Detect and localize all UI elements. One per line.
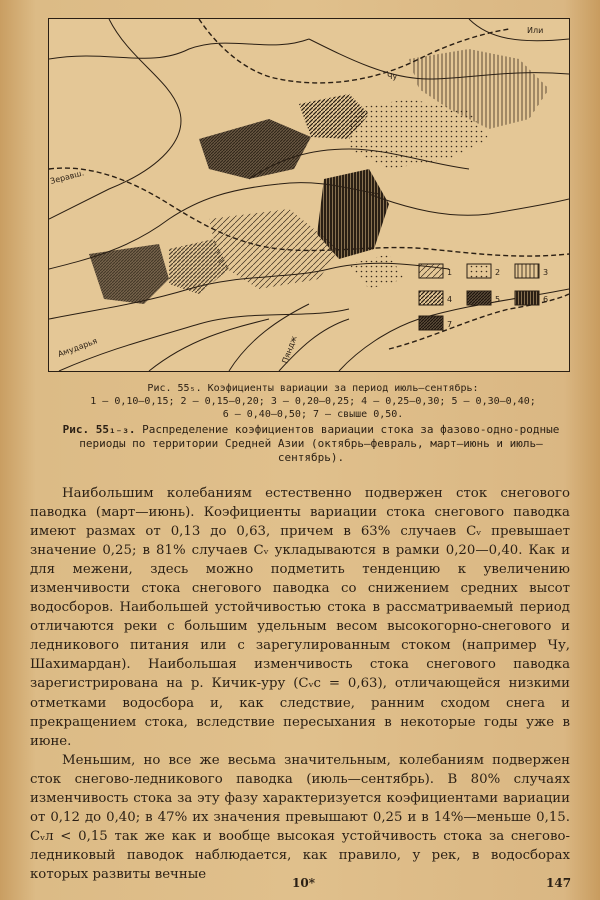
legend-label-7: 7 (447, 320, 453, 329)
signature-mark: 10* (292, 876, 315, 890)
map-svg (49, 19, 569, 371)
legend-swatch-1 (419, 264, 443, 278)
legend-swatch-6 (515, 291, 539, 305)
figure-caption-55-1-3 (56, 423, 566, 465)
paragraph: Наибольшим колебаниям естественно подвержен сток снегового паводка (март—июнь). Коэфициенты вариации стока снегового паводка имеют размах от 0,13 до 0,63, причем в 63% случаев Cᵥ превышает значение 0,25; в 81% случаев Cᵥ укладываются в рамки 0,20—0,40. Как и для межени, здесь можно подметить тенденцию к увеличению изменчивости стока снегового паводка со снижением средних высот водосборов. Наибольшей устойчивостью стока в рассматриваемый период отличаются реки с большим удельным весом высокогорно-снегового и ледникового питания или с зарегулированным стоком (например Чу, Шахимардан). Наибольшая изменчивость стока снегового паводка зарегистрирована на р. Кичик-уру (Cᵥс = 0,63), отличающейся низкими отметками водосбора и, как следствие, ранним сходом снега и прекращением стока, вследствие пересыхания в некоторые годы уже в июне. (30, 486, 570, 749)
caption-line: 6 — 0,40—0,50; 7 — свыше 0,50. (222, 409, 404, 420)
legend-label-1: 1 (447, 268, 453, 277)
body-text (30, 484, 570, 884)
legend-swatch-2 (467, 264, 491, 278)
figure-map (48, 18, 570, 372)
caption-text: Распределение коэфициентов вариации стока за фазово-одно-родные периоды по территории Средней Азии (октябрь—февраль, март—июнь и июль—сентябрь). (79, 423, 560, 464)
caption-line: Рис. 55₅. Коэфициенты вариации за период июль—сентябрь: (147, 383, 479, 394)
map-label-zeravshan: Зеравш. (49, 168, 85, 186)
legend-label-4: 4 (447, 295, 453, 304)
caption-line: 1 — 0,10—0,15; 2 — 0,15—0,20; 3 — 0,20—0,25; 4 — 0,25—0,30; 5 — 0,30—0,40; (90, 396, 536, 407)
map-label-chu: Чу (387, 72, 398, 81)
caption-label: Рис. 55₁₋₃. (62, 423, 136, 436)
map-label-panj: Пяндж (280, 334, 299, 365)
paragraph: Меньшим, но все же весьма значительным, колебаниям подвержен сток снегово-ледникового паводка (июль—сентябрь). В 80% случаях изменчивость стока за эту фазу характеризуется коэфициентами вариации от 0,12 до 0,40; в 47% их значения превышают 0,25 и в 14%—меньше 0,15. Cᵥл < 0,15 так же как и вообще высокая устойчивость стока за снегово-ледниковый паводок наблюдается, как правило, у рек, в водосборах которых развиты вечные (30, 752, 570, 882)
legend-label-6: 6 (543, 295, 549, 304)
legend-label-2: 2 (495, 268, 501, 277)
page-number: 147 (546, 876, 572, 890)
legend-label-3: 3 (543, 268, 549, 277)
legend-swatch-3 (515, 264, 539, 278)
legend-swatch-4 (419, 291, 443, 305)
legend-swatch-5 (467, 291, 491, 305)
legend-swatch-7 (419, 316, 443, 330)
map-legend (419, 264, 548, 330)
map-label-ili: Или (527, 26, 544, 35)
figure-caption-55-5 (58, 382, 568, 421)
map-label-amudarya: Амударья (56, 336, 99, 359)
legend-label-5: 5 (495, 295, 501, 304)
